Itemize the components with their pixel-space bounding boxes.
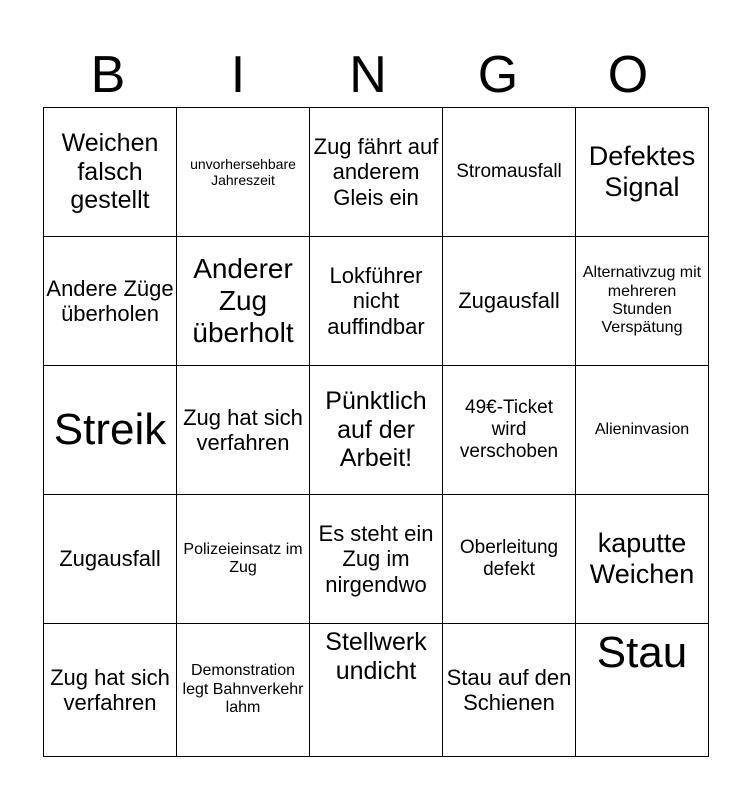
bingo-cell[interactable]: Zug hat sich verfahren [44, 624, 177, 757]
bingo-cell[interactable]: Anderer Zug überholt [177, 237, 310, 366]
bingo-cell[interactable]: Stau [576, 624, 709, 757]
bingo-cell[interactable]: Zug hat sich verfahren [177, 366, 310, 495]
bingo-cell[interactable]: Oberleitung defekt [443, 495, 576, 624]
bingo-cell[interactable]: Weichen falsch gestellt [44, 108, 177, 237]
header-letter-n: N [349, 46, 387, 104]
bingo-row [44, 495, 709, 624]
bingo-cell[interactable]: Zugausfall [44, 495, 177, 624]
bingo-cell[interactable]: Es steht ein Zug im nirgendwo [310, 495, 443, 624]
bingo-cell[interactable]: Pünktlich auf der Arbeit! [310, 366, 443, 495]
bingo-cell[interactable]: Zugausfall [443, 237, 576, 366]
bingo-cell[interactable]: Stau auf den Schienen [443, 624, 576, 757]
bingo-cell[interactable]: Defektes Signal [576, 108, 709, 237]
bingo-cell[interactable]: kaputte Weichen [576, 495, 709, 624]
bingo-cell[interactable]: Polizeieinsatz im Zug [177, 495, 310, 624]
bingo-cell[interactable]: Stromausfall [443, 108, 576, 237]
bingo-cell[interactable]: Alternativzug mit mehreren Stunden Verspätung [576, 237, 709, 366]
bingo-cell[interactable]: Alieninvasion [576, 366, 709, 495]
bingo-row [44, 108, 709, 237]
bingo-card [43, 107, 709, 757]
bingo-cell[interactable]: Andere Züge überholen [44, 237, 177, 366]
bingo-row [44, 366, 709, 495]
header-letter-o: O [607, 46, 649, 104]
bingo-cell[interactable]: Demonstration legt Bahnverkehr lahm [177, 624, 310, 757]
bingo-row [44, 237, 709, 366]
bingo-cell[interactable]: Streik [44, 366, 177, 495]
bingo-cell[interactable]: Zug fährt auf anderem Gleis ein [310, 108, 443, 237]
header-letter-b: B [90, 46, 126, 104]
header-letter-i: I [230, 46, 246, 104]
bingo-header [43, 44, 693, 106]
header-letter-g: G [477, 46, 519, 104]
bingo-cell[interactable]: Stellwerk undicht [310, 624, 443, 757]
bingo-cell[interactable]: unvorhersehbare Jahreszeit [177, 108, 310, 237]
bingo-cell[interactable]: 49€-Ticket wird verschoben [443, 366, 576, 495]
bingo-row [44, 624, 709, 757]
bingo-cell[interactable]: Lokführer nicht auffindbar [310, 237, 443, 366]
